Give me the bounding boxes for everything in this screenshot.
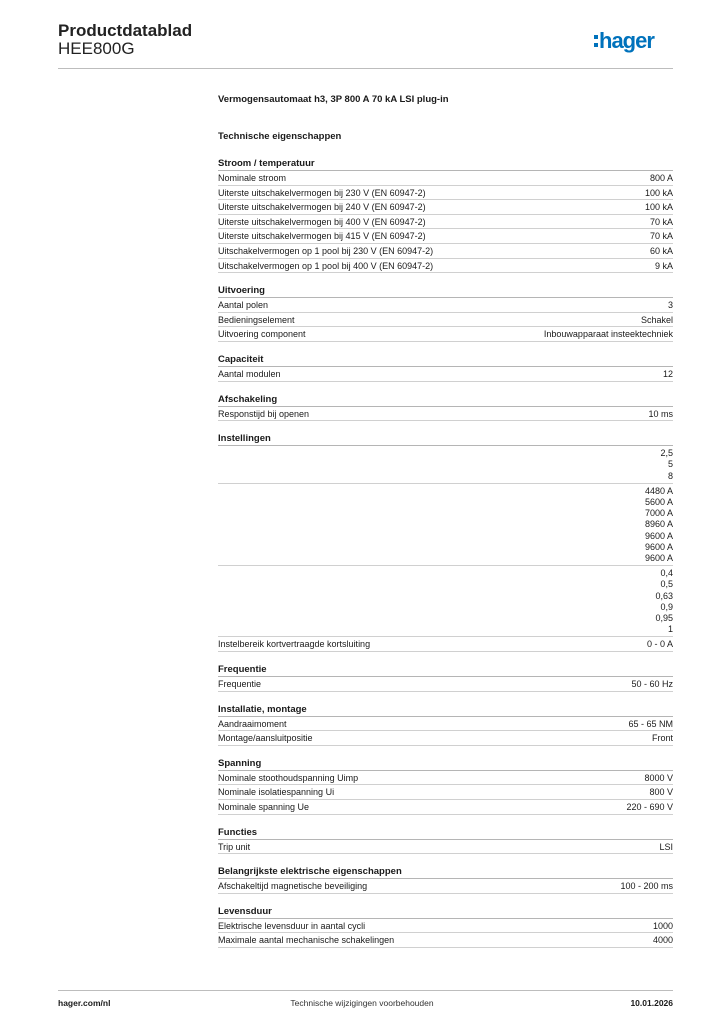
property-row	[218, 879, 673, 894]
section-spacer	[218, 342, 673, 352]
property-value-line: 9600 A	[644, 552, 673, 563]
property-value	[653, 921, 673, 932]
section-spacer	[218, 652, 673, 662]
property-value-line: 9 kA	[654, 260, 673, 271]
property-value	[655, 568, 673, 635]
property-value-line: 0,9	[660, 601, 673, 612]
property-value-line: 800 A	[649, 173, 673, 183]
property-value-line: 0,5	[660, 579, 673, 590]
property-value-line: 100 kA	[644, 187, 673, 198]
properties-sections	[218, 144, 673, 948]
section-title: Installatie, montage	[218, 702, 673, 717]
property-value-line: 8000 V	[644, 772, 673, 783]
property-value	[626, 802, 673, 813]
section-title: Capaciteit	[218, 352, 673, 367]
property-row	[218, 407, 673, 422]
section	[218, 156, 673, 273]
product-title: Vermogensautomaat h3, 3P 800 A 70 kA LSI plug-in	[218, 94, 449, 105]
property-value	[641, 315, 673, 326]
property-label: Uiterste uitschakelvermogen bij 400 V (EN 60947-2)	[218, 216, 426, 227]
property-row	[218, 244, 673, 259]
property-row	[218, 933, 673, 948]
property-value	[648, 409, 673, 420]
property-label: Aandraaimoment	[218, 718, 287, 729]
property-value-line: 5600 A	[644, 496, 673, 507]
property-row	[218, 566, 673, 637]
section	[218, 756, 673, 815]
section-title: Frequentie	[218, 662, 673, 677]
section-title: Stroom / temperatuur	[218, 156, 673, 171]
property-label: Afschakeltijd magnetische beveiliging	[218, 881, 368, 892]
property-value-line: 220 - 690 V	[626, 801, 673, 812]
property-value-line: 800 V	[649, 787, 673, 798]
property-row	[218, 229, 673, 244]
property-value-line: 70 kA	[649, 216, 673, 227]
property-row	[218, 637, 673, 652]
property-value	[644, 773, 673, 784]
property-value-line: 5	[667, 459, 673, 470]
property-label: Uiterste uitschakelvermogen bij 415 V (EN 60947-2)	[218, 231, 426, 242]
footer-disclaimer: Technische wijzigingen voorbehouden	[290, 998, 434, 1008]
property-value	[645, 202, 673, 213]
property-value	[628, 719, 673, 730]
property-value	[650, 217, 673, 228]
footer-divider	[58, 990, 673, 991]
section-spacer	[218, 854, 673, 864]
property-row	[218, 731, 673, 746]
footer-website[interactable]: hager.com/nl	[58, 998, 111, 1008]
property-label: Nominale isolatiespanning Ui	[218, 787, 335, 798]
document-title: Productdatablad	[58, 21, 193, 40]
property-label: Uitschakelvermogen op 1 pool bij 400 V (EN 60947-2)	[218, 260, 434, 271]
property-label: Elektrische levensduur in aantal cycli	[218, 920, 366, 931]
property-value-line: 60 kA	[649, 245, 673, 256]
property-value	[659, 842, 673, 853]
property-row	[218, 200, 673, 215]
property-value	[663, 369, 673, 380]
property-label: Responstijd bij openen	[218, 408, 310, 419]
property-value	[668, 300, 673, 311]
hager-logo	[594, 26, 674, 58]
property-value-line: Schakel	[640, 314, 673, 325]
property-value-line: 70 kA	[649, 231, 673, 242]
property-value-line: 50 - 60 Hz	[631, 678, 673, 689]
property-label: Maximale aantal mechanische schakelingen	[218, 935, 395, 946]
section	[218, 702, 673, 746]
property-row	[218, 259, 673, 274]
property-value-line: 0 - 0 A	[646, 639, 673, 650]
property-row	[218, 446, 673, 484]
property-value	[544, 329, 673, 340]
header-divider	[58, 68, 673, 69]
section	[218, 392, 673, 422]
property-row	[218, 186, 673, 201]
property-row	[218, 919, 673, 934]
property-row	[218, 677, 673, 692]
section	[218, 352, 673, 382]
section-title: Belangrijkste elektrische eigenschappen	[218, 864, 673, 879]
property-value-line: 65 - 65 NM	[628, 718, 673, 729]
property-label: Uitschakelvermogen op 1 pool bij 230 V (EN 60947-2)	[218, 245, 434, 256]
property-value	[655, 261, 673, 272]
property-label: Uiterste uitschakelvermogen bij 230 V (EN 60947-2)	[218, 187, 426, 198]
property-row	[218, 327, 673, 342]
property-label: Frequentie	[218, 678, 262, 689]
property-row	[218, 313, 673, 328]
property-value-line: 0,95	[655, 612, 673, 623]
property-value-line: 0,4	[660, 568, 673, 579]
property-value	[647, 639, 673, 650]
property-value	[653, 935, 673, 946]
property-value-line: 10 ms	[648, 408, 673, 419]
section-spacer	[218, 746, 673, 756]
section-spacer	[218, 815, 673, 825]
property-value	[645, 188, 673, 199]
section-title: Instellingen	[218, 431, 673, 446]
section-title: Afschakeling	[218, 392, 673, 407]
property-value-line: 100 kA	[644, 202, 673, 213]
property-value	[650, 173, 673, 184]
property-label: Instelbereik kortvertraagde kortsluiting	[218, 639, 371, 650]
svg-text:hager: hager	[599, 28, 654, 53]
property-value-line: 9600 A	[644, 530, 673, 541]
section-title: Uitvoering	[218, 283, 673, 298]
property-row	[218, 771, 673, 786]
property-value	[631, 679, 673, 690]
section-title: Spanning	[218, 756, 673, 771]
section-spacer	[218, 273, 673, 283]
property-value-line: 7000 A	[644, 508, 673, 519]
section	[218, 864, 673, 894]
property-row	[218, 800, 673, 815]
footer-date: 10.01.2026	[630, 998, 673, 1008]
property-value	[660, 448, 673, 482]
section-spacer	[218, 144, 673, 156]
property-value	[649, 787, 673, 798]
property-value	[652, 733, 673, 744]
section-spacer	[218, 692, 673, 702]
section-spacer	[218, 894, 673, 904]
section-spacer	[218, 382, 673, 392]
property-value	[650, 246, 673, 257]
property-label: Uitvoering component	[218, 329, 306, 340]
property-label: Uiterste uitschakelvermogen bij 240 V (EN 60947-2)	[218, 202, 426, 213]
property-row	[218, 717, 673, 732]
property-label: Bedieningselement	[218, 314, 295, 325]
datasheet-content	[218, 92, 673, 948]
property-row	[218, 215, 673, 230]
logo-dot-bottom	[594, 43, 598, 47]
property-label: Montage/aansluitpositie	[218, 733, 313, 744]
property-value-line: 1000	[652, 920, 673, 931]
technical-properties-heading: Technische eigenschappen	[218, 131, 342, 142]
property-row	[218, 785, 673, 800]
property-value-line: 3	[667, 300, 673, 311]
property-row	[218, 484, 673, 566]
property-label: Trip unit	[218, 841, 251, 852]
property-label: Aantal modulen	[218, 368, 281, 379]
property-value-line: 2,5	[660, 448, 673, 459]
property-value-line: 4480 A	[644, 485, 673, 496]
section	[218, 825, 673, 855]
property-label: Nominale stroom	[218, 173, 287, 183]
logo-dot-top	[594, 35, 598, 39]
property-value-line: Inbouwapparaat insteektechniek	[543, 329, 673, 340]
section-spacer	[218, 421, 673, 431]
property-value-line: 8	[667, 470, 673, 481]
property-value-line: LSI	[659, 841, 673, 852]
property-label: Nominale spanning Ue	[218, 801, 310, 812]
property-row	[218, 298, 673, 313]
property-value	[650, 231, 673, 242]
property-value-line: 4000	[652, 935, 673, 946]
property-value-line: 12	[662, 368, 673, 379]
property-value	[645, 486, 673, 564]
property-row	[218, 840, 673, 855]
property-value-line: 9600 A	[644, 541, 673, 552]
section	[218, 662, 673, 692]
section	[218, 904, 673, 948]
property-row	[218, 171, 673, 186]
property-value-line: 8960 A	[644, 519, 673, 530]
property-value-line: 1	[667, 624, 673, 635]
section	[218, 283, 673, 342]
section-title: Levensduur	[218, 904, 673, 919]
section-title: Functies	[218, 825, 673, 840]
property-value-line: 100 - 200 ms	[620, 881, 673, 892]
property-value-line: 0,63	[655, 590, 673, 601]
property-label: Nominale stoothoudspanning Uimp	[218, 772, 359, 783]
property-value	[620, 881, 673, 892]
property-value-line: Front	[651, 733, 673, 744]
product-code: HEE800G	[58, 39, 135, 58]
property-row	[218, 367, 673, 382]
property-label: Aantal polen	[218, 300, 269, 311]
section	[218, 431, 673, 652]
